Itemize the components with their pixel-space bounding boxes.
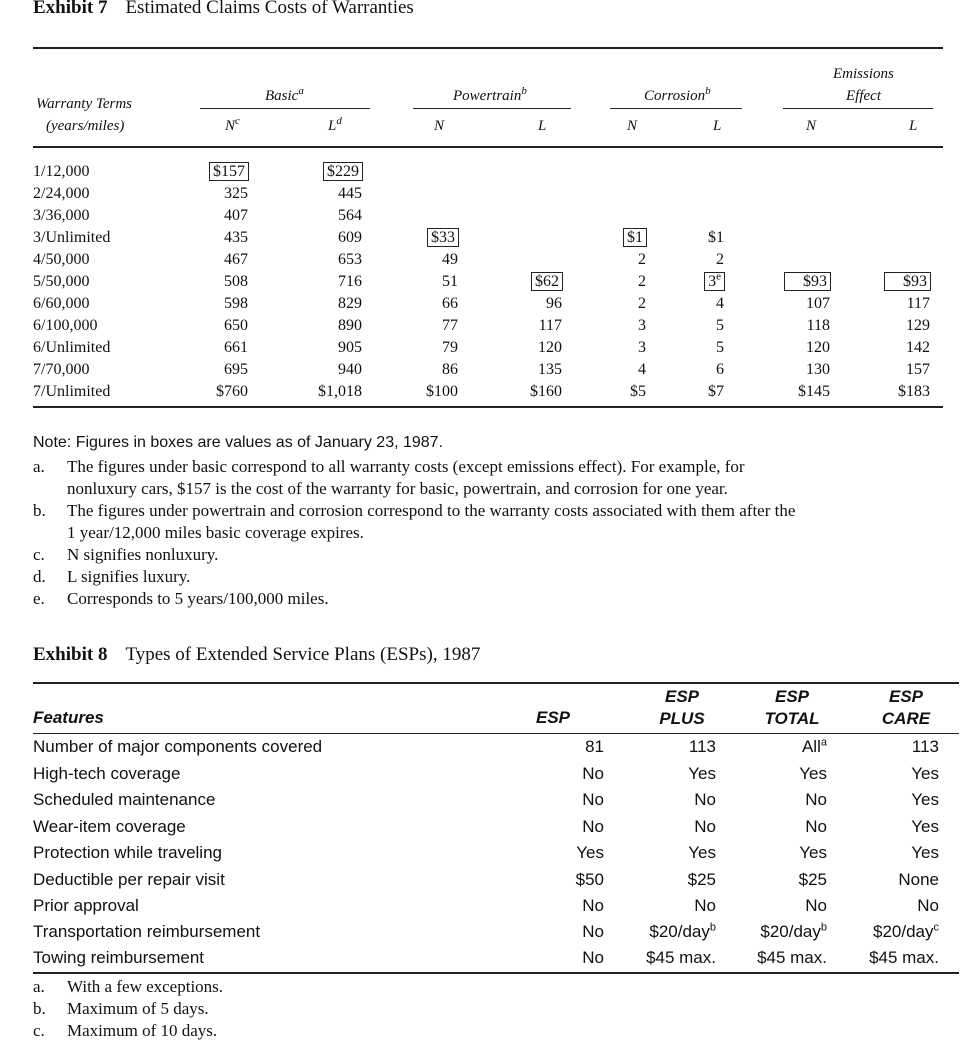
exhibit7-title-text: Estimated Claims Costs of Warranties	[125, 0, 414, 18]
boxed-value: 3e	[705, 273, 724, 290]
header-features: Features	[33, 708, 104, 727]
boxed-value: $157	[210, 163, 248, 180]
powertrain-rule	[413, 108, 571, 109]
exhibit8-label: Exhibit 8	[33, 644, 108, 665]
exhibit8-footnotes: a. With a few exceptions. b. Maximum of 5 days. c. Maximum of 10 days.	[33, 977, 224, 1040]
header-emissions-effect: Effect	[846, 88, 881, 104]
col-power-n: $33 49 51 66 77 79 86 $100	[426, 229, 458, 400]
basic-rule	[200, 108, 370, 109]
header-bottom-rule	[33, 146, 943, 148]
header-corrosion: Corrosion$^b$	[644, 85, 711, 104]
row-label: 5/50,000	[33, 273, 90, 290]
table-row: Deductible per repair visit $50 $25 $25 None	[33, 870, 939, 889]
corrosion-rule	[610, 108, 742, 109]
exhibit8-top-rule	[33, 682, 959, 684]
header-basic: Basic$^a$	[265, 85, 304, 104]
subheader-emis-l: L	[909, 118, 918, 134]
top-rule	[33, 47, 943, 49]
row-label: 3/36,000	[33, 207, 90, 224]
col-basic-l: $229 445 564 609 653 716 829 890 905 940 $1,018	[318, 163, 362, 400]
table-row: Number of major components covered 81 113 All$^a$ 113	[33, 736, 939, 756]
table-row: Wear-item coverage No No No Yes	[33, 817, 939, 836]
subheader-corr-l: L	[713, 118, 722, 134]
subheader-corr-n: N	[627, 118, 638, 134]
header-powertrain: Powertrain$^b$	[453, 85, 527, 104]
col-power-l: $62 96 117 120 135 $160	[530, 273, 562, 400]
exhibit7-footnotes: a. The figures under basic correspond to all warranty costs (except emissions effect). For example, for nonluxury cars, $157 is the cost of the warranty for basic, powertrain, and corrosion for one year. b. The figures under powertrain and corrosion correspond to the warranty costs associated with them after the 1 year/12,000 miles basic coverage expires. c. N signifies nonluxury. d. L signifies luxury. e. Corresponds to 5 years/100,000 miles.	[33, 457, 796, 608]
exhibit7-label: Exhibit 7	[33, 0, 108, 18]
subheader-basic-l: $L^d$	[328, 115, 342, 134]
header-esp: ESP	[535, 708, 571, 727]
row-label: 6/Unlimited	[33, 339, 111, 356]
emissions-rule	[783, 108, 933, 109]
exhibit8-title-text: Types of Extended Service Plans (ESPs), 1987	[125, 644, 481, 665]
subheader-emis-n: N	[806, 118, 817, 134]
table-row: High-tech coverage No Yes Yes Yes	[33, 764, 939, 783]
table-row: Transportation reimbursement No $20/day$^b$ $20/day$^b$ $20/day$^c$	[33, 921, 939, 941]
boxed-note: Note: Figures in boxes are values as of January 23, 1987.	[33, 434, 444, 451]
header-years-miles: (years/miles)	[46, 118, 125, 134]
exhibit8-title	[33, 644, 480, 666]
row-label: 1/12,000	[33, 163, 90, 180]
col-corr-n: $1 2 2 2 3 3 4 $5	[610, 227, 646, 403]
row-label: 2/24,000	[33, 185, 90, 202]
col-basic-n: $157 325 407 435 467 508 598 650 661 695 $760	[200, 161, 248, 403]
table-row: Scheduled maintenance No No No Yes	[33, 790, 939, 809]
boxed-value: $93	[885, 273, 930, 290]
row-label: 6/100,000	[33, 317, 98, 334]
header-warranty-terms: Warranty Terms	[36, 96, 132, 112]
row-label: 6/60,000	[33, 295, 90, 312]
subheader-power-n: N	[434, 118, 445, 134]
col-corr-l: $1 2 3e 4 5 5 6 $7	[690, 227, 724, 403]
table-bottom-rule	[33, 406, 943, 408]
col-emis-l: $93 117 129 142 157 $183	[880, 271, 930, 403]
col-emis-n: $93 107 118 120 130 $145	[780, 271, 830, 403]
subheader-power-l: L	[538, 118, 547, 134]
table-row: Towing reimbursement No $45 max. $45 max. $45 max.	[33, 948, 939, 967]
table-row: Prior approval No No No No	[33, 896, 939, 915]
exhibit8-header-rule	[33, 733, 959, 734]
header-emissions: Emissions	[833, 66, 894, 82]
row-label: 7/Unlimited	[33, 383, 111, 400]
boxed-value: $62	[532, 273, 562, 290]
subheader-basic-n: $N^c$	[225, 115, 240, 134]
row-label: 4/50,000	[33, 251, 90, 268]
row-label: 3/Unlimited	[33, 229, 111, 246]
boxed-value: $93	[785, 273, 830, 290]
header-esp-total: ESP TOTAL	[764, 687, 820, 728]
boxed-value: $1	[624, 229, 646, 246]
row-labels	[33, 161, 110, 403]
row-label: 7/70,000	[33, 361, 90, 378]
boxed-value: $229	[324, 163, 362, 180]
boxed-value: $33	[428, 229, 458, 246]
header-esp-care: ESP CARE	[881, 687, 931, 728]
header-esp-plus: ESP PLUS	[659, 687, 705, 728]
exhibit8-bottom-rule	[33, 972, 959, 974]
exhibit7-title	[33, 0, 414, 19]
table-row: Protection while traveling Yes Yes Yes Yes	[33, 843, 939, 862]
